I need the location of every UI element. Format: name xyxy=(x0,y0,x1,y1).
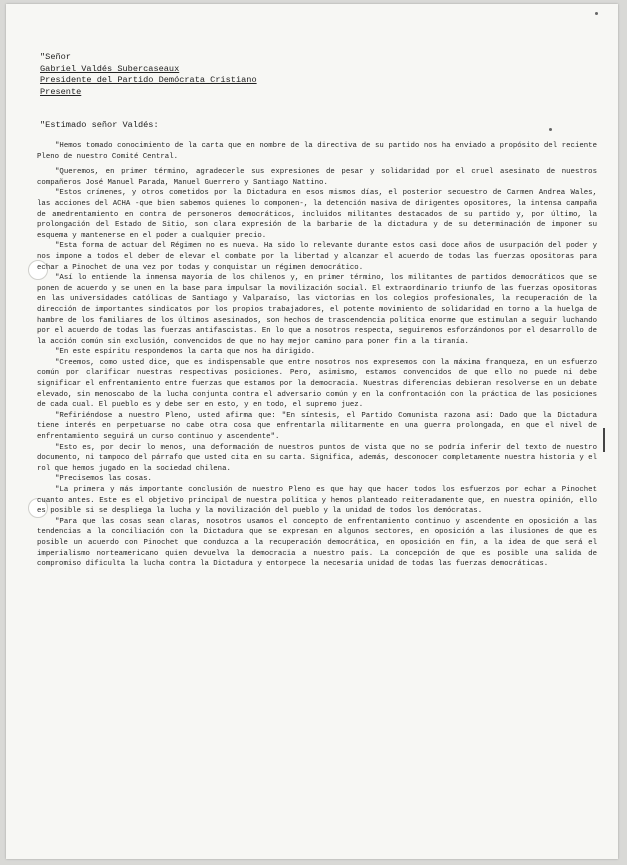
paragraph-10: "Precisemos las cosas. xyxy=(55,475,152,484)
paragraph-6: "En este espíritu respondemos la carta que nos ha dirigido. xyxy=(55,348,316,357)
scan-speck xyxy=(549,128,552,131)
paragraph-3: "Estos crímenes, y otros cometidos por la Dictadura en esos mismos días, el posterior secuestro de Carmen Andrea Wales, las acciones del ACHA -que bien sabemos quienes lo componen-, la detención masiva de dirigentes opositores, la intensa campaña de amedrentamiento en contra de personeros democráticos, incluidos militantes destacados de su partido y, por último, la prolongación del Estado de Sitio, son clara expresión de la barbarie de la dictadura y de su determinación de imponer su esquema y mantenerse en el poder a cualquier precio. xyxy=(37,189,597,240)
paragraph-12: "Para que las cosas sean claras, nosotros usamos el concepto de enfrentamiento continuo y ascendente en oposición a las tendencias a la conciliación con la Dictadura que se expresan en algunos sectores, en oposición a las ilusiones de que es posible un acuerdo con Pinochet que conduzca a la recuperación democrática, en oposición en fin, a la idea de que será el imperialismo norteamericano quien devuelva la democracia a nuestro país. La concepción de que es posible una salida de compromiso dificulta la lucha contra la Dictadura y entorpece la necesaria unidad de todas las fuerzas democráticas. xyxy=(37,517,597,569)
scan-speck xyxy=(595,12,598,15)
paragraph-9: "Esto es, por decir lo menos, una deformación de nuestros puntos de vista que no se podría inferir del texto de nuestro documento, ni tampoco del párrafo que usted cita en su carta. Significa, además, desconocer completamente nuestra historia y el rol que hemos jugado en la sociedad chilena. xyxy=(37,443,597,473)
letter-header xyxy=(40,52,600,98)
paragraph-1: "Hemos tomado conocimiento de la carta que en nombre de la directiva de su partido nos ha enviado a propósito del reciente Pleno de nuestro Comité Central. xyxy=(37,142,597,161)
paragraph-2: "Queremos, en primer término, agradecerle sus expresiones de pesar y solidaridad por el cruel asesinato de nuestros compañeros José Manuel Parada, Manuel Guerrero y Santiago Nattino. xyxy=(37,168,597,187)
salutation-title: "Señor xyxy=(40,52,71,62)
paragraph-5: "Así lo entiende la inmensa mayoría de los chilenos y, en primer término, los militantes de partidos democráticos que se ponen de acuerdo y se unen en la base para impulsar la movilización social. El extraordinario triunfo de las fuerzas opositoras en las universidades católicas de Santiago y Valparaíso, las victorias en los colegios profesionales, la recuperación de la dirección de importantes sindicatos por los propios trabajadores, el potente movimiento de solidaridad en torno a la huelga de hambre de los familiares de los últimos asesinados, son hechos de trascendencia política enorme que estimulan a seguir luchando por el acuerdo de todas las fuerzas antifascistas. En lo que a nosotros respecta, seguiremos esforzándonos por el desarrollo de la acción común sin exclusión, convencidos de que no hay mejor camino para poner fin a la tiranía. xyxy=(37,274,597,346)
document-page xyxy=(6,4,618,859)
paragraph-8: "Refiriéndose a nuestro Pleno, usted afirma que: "En síntesis, el Partido Comunista razona así: Dado que la Dictadura tiene interés en perpetuarse no cabe otra cosa que enfrentarla militarmente en una guerra prolongada, en que el nivel de enfrentamiento seguirá un curso continuo y ascendente". xyxy=(37,411,597,442)
margin-pen-mark xyxy=(603,428,605,452)
paragraph-11: "La primera y más importante conclusión de nuestro Pleno es que hay que hacer todos los esfuerzos por echar a Pinochet cuanto antes. Este es el objetivo principal de nuestra política y hemos planteado reiteradamente que, en nuestra opinión, ello es posible si se despliega la lucha y la movilización del pueblo y la unidad de todos los demócratas. xyxy=(37,486,597,516)
paragraph-7: "Creemos, como usted dice, que es indispensable que entre nosotros nos expresemos con la máxima franqueza, en un esfuerzo común por clarificar nuestras respectivas posiciones. Pero, asimismo, estamos convencidos de que ello no puede ni debe significar el enfrentamiento entre fuerzas que estamos por la democracia. Nuestras diferencias debieran resolverse en un debate elevado, sin menoscabo de la lucha conjunta contra el adversario común y en la confrontación con la práctica de las posiciones de cada cual. El pueblo es y debe ser en esto, y en todo, el supremo juez. xyxy=(37,358,597,410)
recipient-position: Presidente del Partido Demócrata Cristiano xyxy=(40,75,257,86)
paragraph-4: "Esta forma de actuar del Régimen no es nueva. Ha sido lo relevante durante estos casi doce años de usurpación del poder y nos impone a todos el deber de elevar el combate por la libertad y alcanzar el acuerdo de todas las fuerzas opositoras para echar a Pinochet de una vez por todas y conquistar un régimen democrático. xyxy=(37,242,597,272)
recipient-name: Gabriel Valdés Subercaseaux xyxy=(40,63,180,74)
greeting: "Estimado señor Valdés: xyxy=(40,120,159,130)
letter-body xyxy=(37,141,597,570)
recipient-presente: Presente xyxy=(40,86,82,97)
